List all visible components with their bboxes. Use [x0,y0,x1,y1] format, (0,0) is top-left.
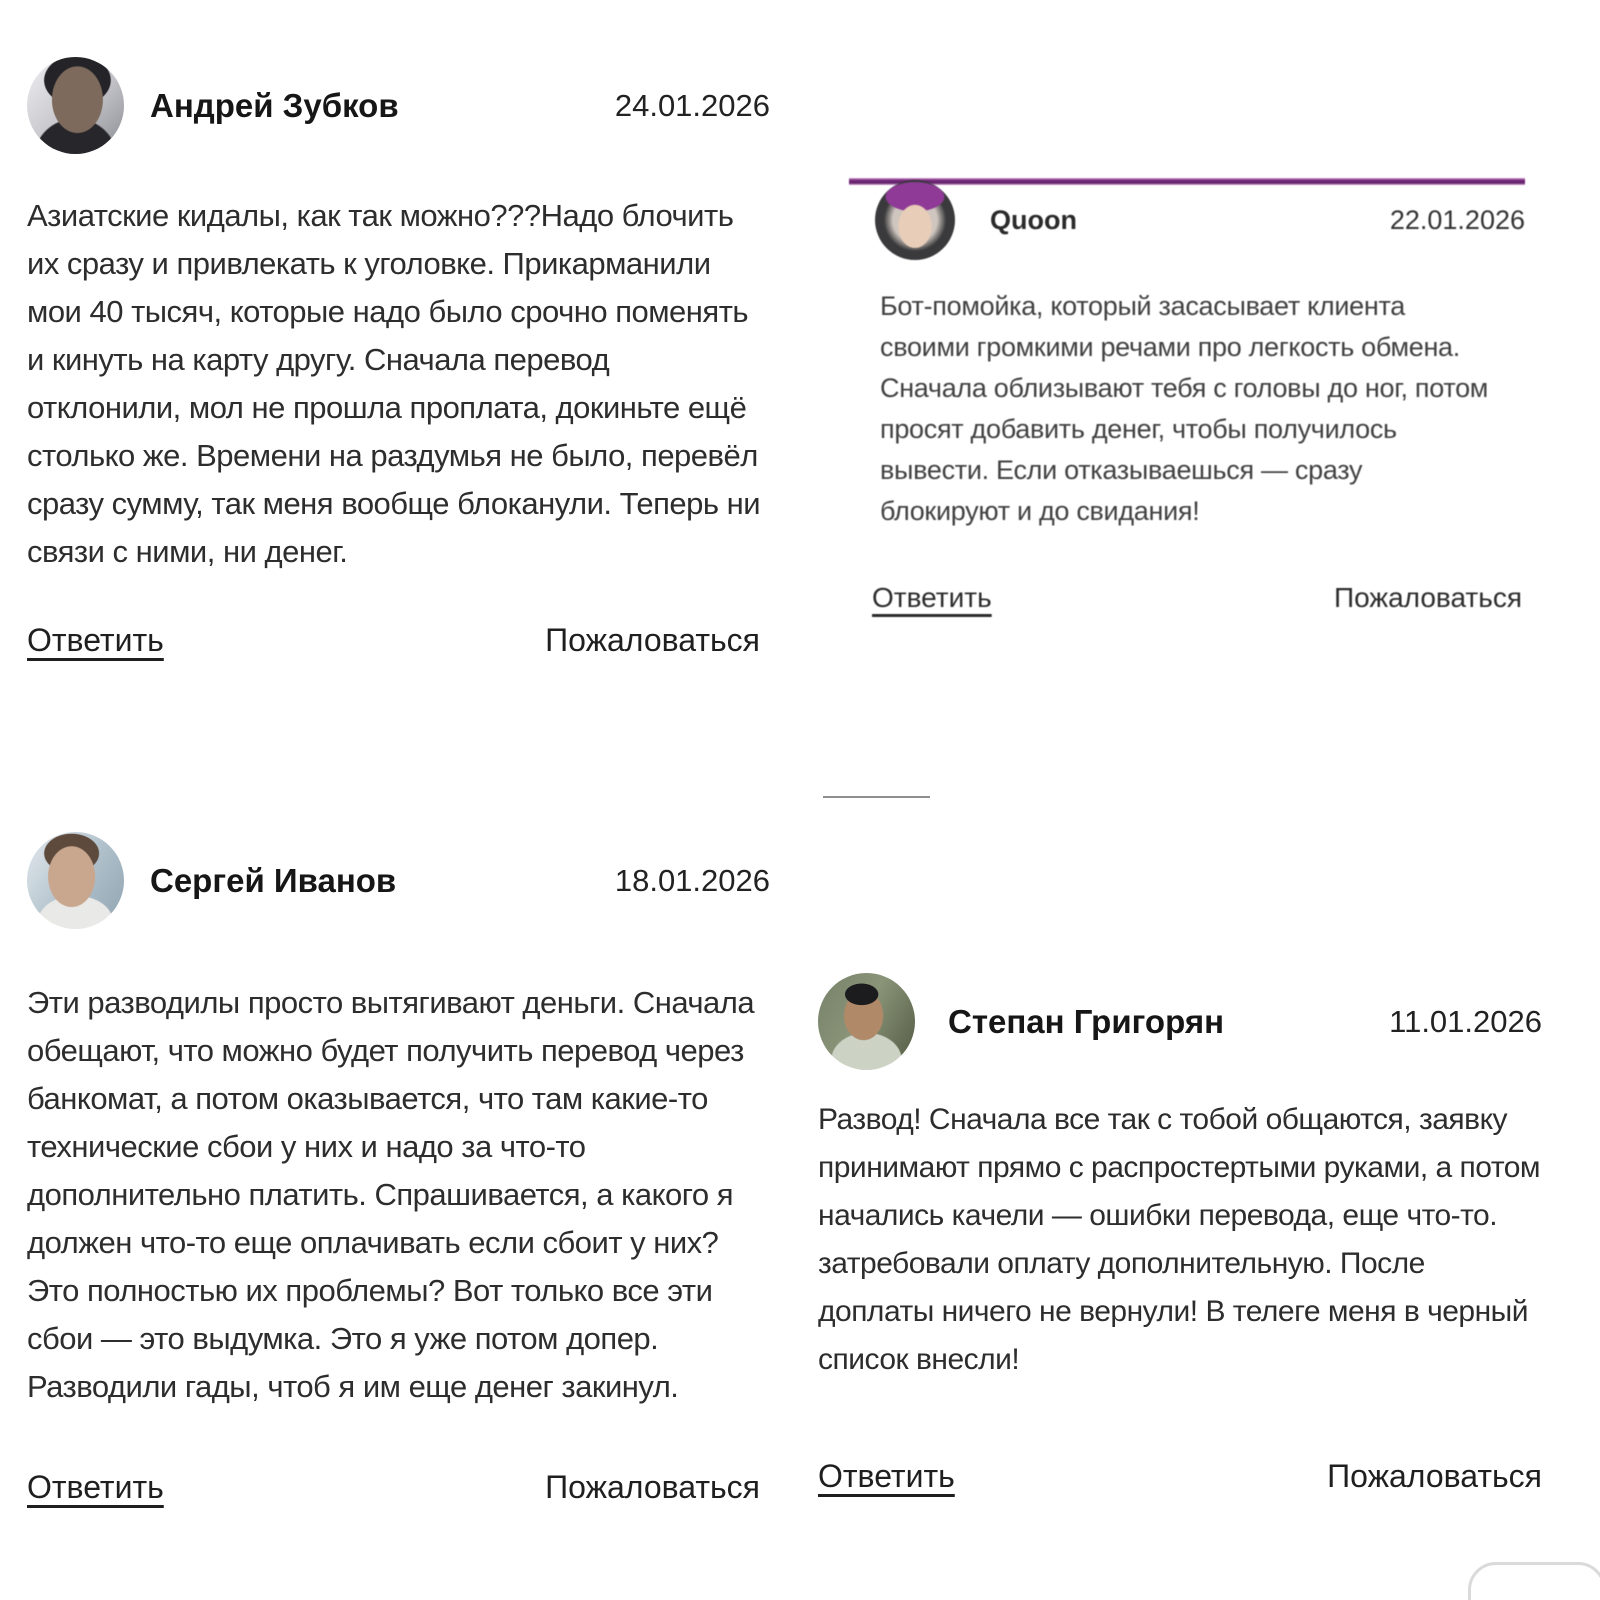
review-author: Андрей Зубков [150,86,399,124]
review-header [27,57,772,154]
review-author: Сергей Иванов [150,861,397,899]
review-actions [818,1458,1542,1495]
avatar [818,973,915,1070]
avatar [27,57,124,154]
review-card [849,178,1525,614]
reply-link[interactable]: Ответить [872,582,992,613]
reply-link[interactable]: Ответить [818,1458,955,1494]
report-link[interactable]: Пожаловаться [1333,582,1522,613]
review-date: 11.01.2026 [1389,1003,1542,1039]
review-header [818,973,1542,1070]
review-actions [872,582,1522,614]
review-date: 22.01.2026 [1389,204,1525,235]
review-date: 18.01.2026 [614,862,770,898]
reply-link[interactable]: Ответить [27,1469,164,1505]
review-actions [27,1469,760,1506]
floating-action-button[interactable] [1468,1562,1600,1600]
report-link[interactable]: Пожаловаться [1327,1458,1542,1494]
review-card [818,973,1542,1495]
review-header [27,832,772,929]
review-card [27,832,772,1506]
review-card [27,57,772,659]
review-text: Бот-помойка, который засасывает клиента своими громкими речами про легкость обмена. Сначала облизывают тебя с головы до ног, потом просят добавить денег, чтобы получилось вывести. Если отказываешься — сразу блокируют и до свидания! [880,291,1489,526]
reply-link[interactable]: Ответить [27,622,164,658]
avatar [875,180,955,260]
report-link[interactable]: Пожаловаться [545,622,760,658]
review-text: Развод! Сначала все так с тобой общаются, заявку принимают прямо с распростертыми руками, а потом начались качели — ошибки перевода, еще что-то. затребовали оплату дополнительную. После доплаты ничего не вернули! В телеге меня в черный список внесли! [818,1103,1541,1376]
review-actions [27,622,760,659]
review-author: Quoon [990,204,1077,235]
review-author: Степан Григорян [948,1002,1225,1040]
review-text: Азиатские кидалы, как так можно???Надо блочить их сразу и привлекать к уголовке. Прикарманили мои 40 тысяч, которые надо было срочно поменять и кинуть на карту другу. Сначала перевод отклонили, мол не прошла проплата, докиньте ещё столько же. Времени на раздумья не было, перевёл сразу сумму, так меня вообще блоканули. Теперь ни связи с ними, ни денег. [27,198,761,569]
report-link[interactable]: Пожаловаться [545,1469,760,1505]
avatar [27,832,124,929]
divider-fragment [823,796,930,798]
review-date: 24.01.2026 [614,87,770,123]
review-text: Эти разводилы просто вытягивают деньги. Сначала обещают, что можно будет получить перевод через банкомат, а потом оказывается, что там какие-то технические сбои у них и надо за что-то дополнительно платить. Спрашивается, а какого я должен что-то еще оплачивать если сбоит у них? Это полностью их проблемы? Вот только все эти сбои — это выдумка. Это я уже потом допер. Разводили гады, чтоб я им еще денег закинул. [27,985,755,1404]
review-header [849,178,1525,260]
